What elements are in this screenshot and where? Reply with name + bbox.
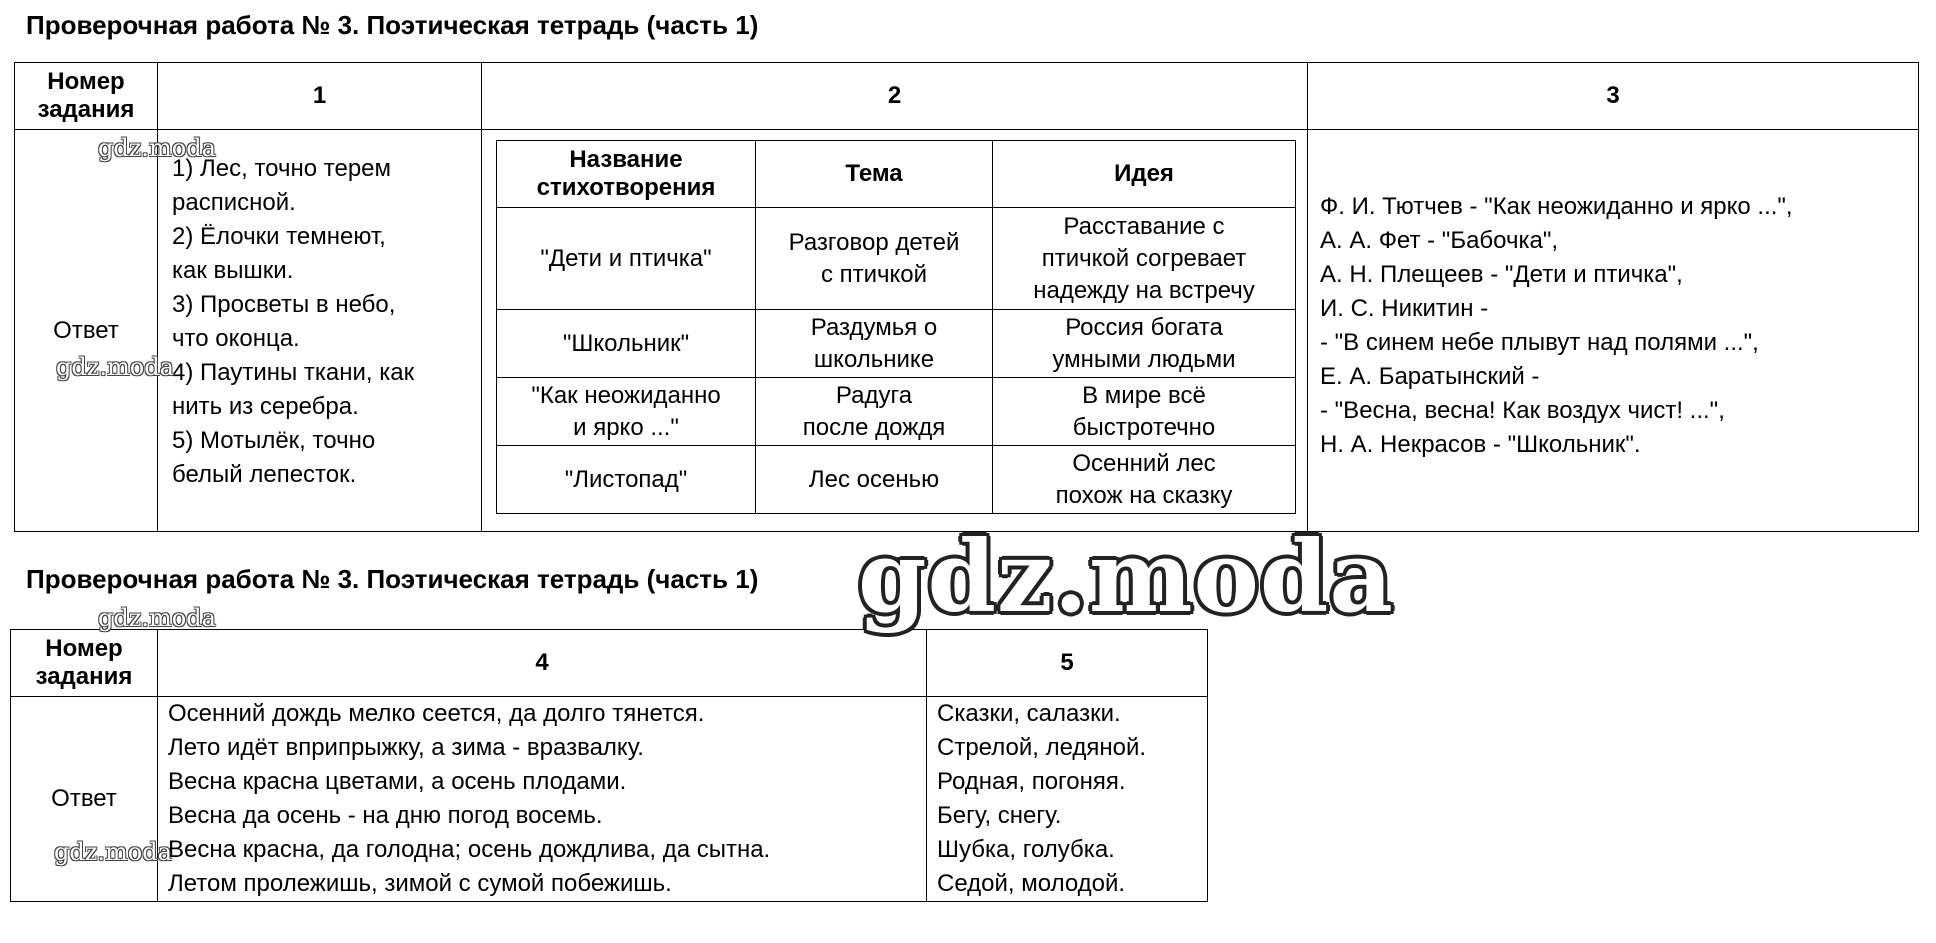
- poem-theme-cell-line: Раздумья о: [810, 313, 938, 341]
- header-label-cell: [15, 63, 158, 130]
- poem-theme-cell: [756, 208, 993, 310]
- answer-4-line: Весна да осень - на дню погод восемь.: [168, 802, 603, 829]
- answer-1-line: расписной.: [172, 189, 296, 216]
- poem-name-cell: [497, 208, 756, 310]
- poem-theme-cell-line: Разговор детей: [788, 228, 960, 256]
- header-label-line2-bottom: задания: [35, 663, 133, 690]
- answer-4-line: Весна красна цветами, а осень плодами.: [168, 768, 627, 795]
- answer-5-line: Шубка, голубка.: [937, 836, 1115, 863]
- answer-3-line: Е. А. Баратынский -: [1320, 363, 1540, 390]
- col-header-4: 4: [158, 630, 927, 697]
- poem-idea-cell-line: надежду на встречу: [1033, 276, 1255, 304]
- poem-theme-cell: [756, 310, 993, 378]
- watermark-big: gdz.moda: [858, 520, 1394, 635]
- poems-header-theme: Тема: [756, 141, 993, 208]
- header-label-line2: задания: [37, 96, 135, 123]
- header-label-line1-bottom: Номер: [45, 635, 123, 662]
- poem-idea-cell: [993, 310, 1296, 378]
- answer-5-line: Родная, погоняя.: [937, 768, 1126, 795]
- poem-name-cell: [497, 378, 756, 446]
- poems-header-name: [497, 141, 756, 208]
- answer-4-line: Весна красна, да голодна; осень дождлива, да сытна.: [168, 836, 771, 863]
- answer-1-line: как вышки.: [172, 257, 294, 284]
- answer-3-line: - "В синем небе плывут над полями ...",: [1320, 329, 1759, 356]
- poem-idea-cell: [993, 208, 1296, 310]
- poem-theme-cell-line: Лес осенью: [808, 465, 940, 493]
- answer-3-line: А. Н. Плещеев - "Дети и птичка",: [1320, 261, 1683, 288]
- header-label-cell-bottom: [11, 630, 158, 697]
- row-label-answer: Ответ: [15, 130, 158, 532]
- poems-row: [497, 208, 1296, 310]
- poem-idea-cell: [993, 446, 1296, 514]
- watermark-small-4: gdz.moda: [54, 838, 172, 866]
- answer-3-line: Н. А. Некрасов - "Школьник".: [1320, 431, 1641, 458]
- poem-idea-cell-line: В мире всё: [1082, 381, 1206, 409]
- answer-4-lines: [168, 697, 926, 901]
- page-title-bottom: Проверочная работа № 3. Поэтическая тетрадь (часть 1): [26, 564, 759, 594]
- watermark-small-1: gdz.moda: [98, 134, 216, 162]
- poem-idea-cell-line: похож на сказку: [1055, 481, 1233, 509]
- poem-idea-cell-line: Осенний лес: [1072, 449, 1216, 477]
- answer-1-line: 5) Мотылёк, точно: [172, 427, 376, 454]
- poem-name-cell-line: "Школьник": [562, 329, 690, 357]
- poem-name-cell-line: и ярко ...": [573, 413, 679, 441]
- answer-3-lines: [1320, 190, 1918, 462]
- answer-4-cell: [158, 697, 927, 902]
- poem-idea-cell-line: умными людьми: [1052, 345, 1236, 373]
- answer-4-line: Осенний дождь мелко сеется, да долго тянется.: [168, 700, 705, 727]
- col-header-5: 5: [927, 630, 1208, 697]
- poem-name-cell: [497, 310, 756, 378]
- answer-table-bottom: [10, 629, 1208, 902]
- answer-5-line: Стрелой, ледяной.: [937, 734, 1147, 761]
- answer-1-cell: [158, 130, 482, 532]
- poem-theme-cell-line: после дождя: [802, 413, 946, 441]
- answer-3-line: И. С. Никитин -: [1320, 295, 1489, 322]
- poem-idea-cell-line: птичкой согревает: [1041, 244, 1247, 272]
- col-header-2: 2: [482, 63, 1308, 130]
- poem-idea-cell-line: Расставание с: [1063, 212, 1225, 240]
- poem-idea-cell-line: Россия богата: [1065, 313, 1223, 341]
- watermark-small-3: gdz.moda: [98, 604, 216, 632]
- answer-1-line: 1) Лес, точно терем: [172, 155, 392, 182]
- answer-1-line: 3) Просветы в небо,: [172, 291, 396, 318]
- poem-theme-cell-line: с птичкой: [820, 260, 928, 288]
- poems-row: [497, 310, 1296, 378]
- answer-4-line: Лето идёт вприпрыжку, а зима - вразвалку.: [168, 734, 644, 761]
- answer-2-cell: [482, 130, 1308, 532]
- poems-table: [496, 140, 1296, 514]
- answer-1-line: что оконца.: [172, 325, 300, 352]
- poems-row: [497, 446, 1296, 514]
- answer-3-line: Ф. И. Тютчев - "Как неожиданно и ярко ...",: [1320, 193, 1793, 220]
- poem-idea-cell: [993, 378, 1296, 446]
- col-header-3: 3: [1308, 63, 1919, 130]
- poem-idea-cell-line: быстротечно: [1072, 413, 1216, 441]
- poem-name-cell-line: "Листопад": [564, 465, 688, 493]
- answer-5-line: Седой, молодой.: [937, 870, 1126, 897]
- page-title-top: Проверочная работа № 3. Поэтическая тетрадь (часть 1): [26, 10, 759, 40]
- answer-table-top: [14, 62, 1919, 532]
- row-label-answer-bottom: Ответ: [11, 697, 158, 902]
- poem-theme-cell: [756, 446, 993, 514]
- answer-3-line: А. А. Фет - "Бабочка",: [1320, 227, 1559, 254]
- poem-name-cell-line: "Как неожиданно: [531, 381, 721, 409]
- poems-row: [497, 378, 1296, 446]
- answer-3-cell: [1308, 130, 1919, 532]
- col-header-1: 1: [158, 63, 482, 130]
- answer-5-lines: [937, 697, 1207, 901]
- answer-5-line: Сказки, салазки.: [937, 700, 1121, 727]
- answer-3-line: - "Весна, весна! Как воздух чист! ...",: [1320, 397, 1725, 424]
- answer-1-line: белый лепесток.: [172, 461, 357, 488]
- answer-1-line: 2) Ёлочки темнеют,: [172, 223, 386, 250]
- answer-1-line: 4) Паутины ткани, как: [172, 359, 415, 386]
- poem-name-cell-line: "Дети и птичка": [540, 244, 712, 272]
- poems-header-name-line1: Название: [569, 146, 683, 173]
- answer-5-line: Бегу, снегу.: [937, 802, 1062, 829]
- answer-5-cell: [927, 697, 1208, 902]
- answer-1-line: нить из серебра.: [172, 393, 359, 420]
- header-label-line1: Номер: [47, 68, 125, 95]
- poem-theme-cell-line: Радуга: [835, 381, 913, 409]
- answer-1-lines: [172, 152, 481, 492]
- poems-header-name-line2: стихотворения: [536, 174, 716, 201]
- watermark-small-2: gdz.moda: [56, 353, 174, 381]
- poem-theme-cell: [756, 378, 993, 446]
- poem-theme-cell-line: школьнике: [813, 345, 935, 373]
- answer-4-line: Летом пролежишь, зимой с сумой побежишь.: [168, 870, 672, 897]
- poem-name-cell: [497, 446, 756, 514]
- poems-header-idea: Идея: [993, 141, 1296, 208]
